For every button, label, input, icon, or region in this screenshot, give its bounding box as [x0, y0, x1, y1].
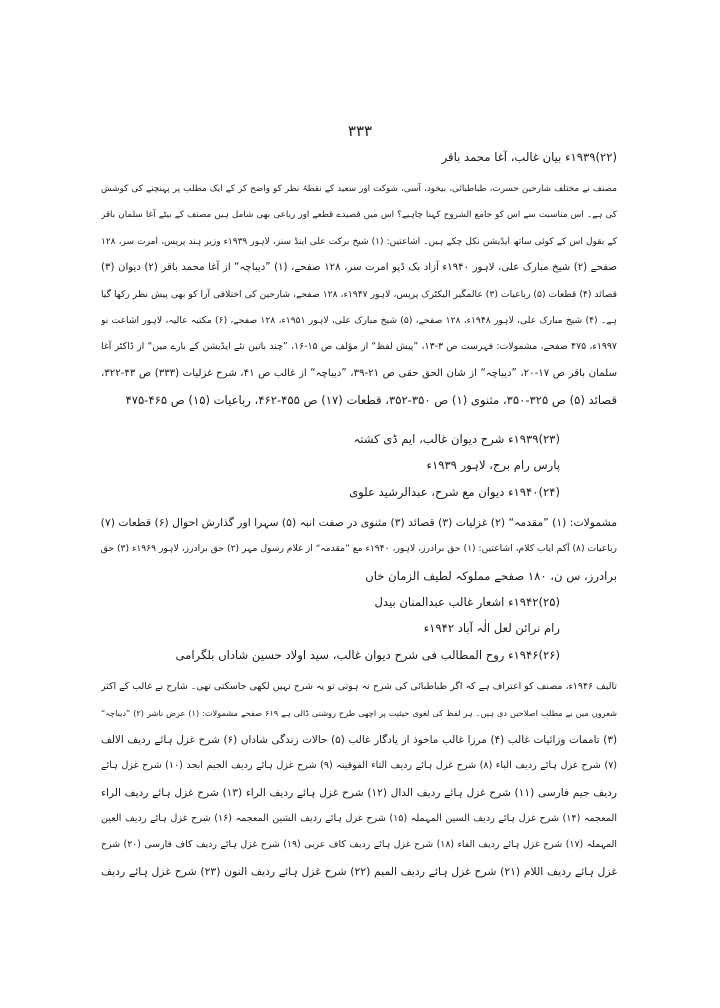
text-line: (۳) تاممات وزائیات غالب (۴) مرزا غالب ماخوذ از یادگار غالب (۵) حالات زندگی شاداں (۶) شرح غزل ہائے ردیف الالف — [101, 733, 617, 746]
text-line: کے بقول اس کے کوئی ساتھ ایڈیشن نکل چکے ہیں۔ اشاعتیں: (۱) شیخ برکت علی اینڈ سنز، لاہور ۱۹۳۹ء وزیر ہند پریس، امرت سر، ۱۲۸ — [101, 236, 617, 247]
text-line: سلمان باقر ص ۱۷-۲۰، ”دیباچہ“ از شان الحق حقی ص ۲۱-۳۹، ”دیباچہ“ از غالب ص ۴۱، شرح غزلیات (۳۳۳) ص ۴۳-۳۲۲، — [101, 367, 617, 379]
text-line: المعجمہ (۱۴) شرح غزل ہائے ردیف السین المہملہ (۱۵) شرح غزل ہائے ردیف الشین المعجمہ (۱۶) شرح غزل ہائے ردیف العین — [101, 812, 617, 824]
text-line: شعروں میں بے مطلب اصلاحیں دی ہیں۔ ہر لفظ کی لغوی حیثیت پر اچھی طرح روشنی ڈالی ہے ۶۱۹ صفحے مشمولات: (۱) عرض ناشر (۲) ”دیباچہ“ — [101, 708, 617, 719]
entry-heading: (۲۳)۱۹۳۹ء شرح دیوان غالب، ایم ڈی کشتہ — [353, 432, 560, 446]
entry-heading: (۲۵)۱۹۴۲ء اشعار غالب عبدالمنان بیدل — [374, 595, 560, 609]
publisher-line: رام نرائن لعل الٰہ آباد ۱۹۴۲ء — [423, 621, 560, 635]
text-line: مشمولات: (۱) ”مقدمہ“ (۲) غزلیات (۳) قصائد (۳) مثنوی در صفت انبہ (۵) سہرا اور گذارش احوال (۶) قطعات (۷) — [101, 516, 617, 529]
text-line: برادرز، س ن، ۱۸۰ صفحے مملوکہ لطیف الزمان خاں — [365, 568, 617, 583]
entry-body — [101, 510, 617, 589]
page-number: ۳۳۳ — [347, 122, 373, 140]
text-line: صفحے (۲) شیخ مبارک علی، لاہور ۱۹۴۰ء آزاد بک ڈپو امرت سر، ۱۲۸ صفحے، (۱) ”دیباچہ“ از آغا محمد باقر (۲) دیوان (۳) — [101, 262, 617, 274]
text-line: غزل ہائے ردیف اللام (۲۱) شرح غزل ہائے ردیف المیم (۲۲) شرح غزل ہائے ردیف النون (۲۳) شرح غزل ہائے ردیف — [101, 864, 617, 878]
entry-body — [101, 674, 617, 885]
text-line: مصنف نے مختلف شارحین حسرت، طباطبائی، بیخود، آسی، شوکت اور سعید کے نقطۂ نظر کو واضح کر کے ایک مطلب پر پہنچنے کی کوشش — [101, 184, 617, 194]
text-line: ہے۔ (۴) شیخ مبارک علی، لاہور ۱۹۴۸ء، ۱۲۸ صفحے، (۵) شیخ مبارک علی، لاہور ۱۹۵۱ء، ۱۲۸ صفحے، (۶) مکتبہ عالیہ، لاہور اشاعت نو — [101, 314, 617, 326]
entry-body — [101, 176, 617, 414]
entry-heading: (۲۶)۱۹۴۶ء روح المطالب فی شرح دیوان غالب، سید اولاد حسین شاداں بلگرامی — [175, 648, 560, 662]
text-line: (۷) شرح غزل ہائے ردیف الباء (۸) شرح غزل ہائے ردیف التاء الفوقیتہ (۹) شرح غزل ہائے ردیف الجیم ابجد (۱۰) شرح غزل ہائے — [101, 760, 617, 772]
text-line: قصائد (۵) ص ۳۲۵-۳۵۰، مثنوی (۱) ص ۳۵۰-۳۵۲، قطعات (۱۷) ص ۴۵۵-۴۶۲، رباعیات (۱۵) ص ۴۶۵-۴۷۵ — [125, 393, 617, 408]
publisher-line: پارس رام برج، لاہور ۱۹۳۹ء — [426, 458, 560, 472]
entry-heading: (۲۴)۱۹۴۰ء دیوان مع شرح، عبدالرشید علوی — [349, 485, 560, 499]
text-line: رباعیات (۸) آکم ایاب کلام، اشاعتیں: (۱) حق برادرز، لاہور، ۱۹۴۰ء مع ”مقدمہ“ از غلام رسول مہر (۲) حق برادرز، لاہور ۱۹۶۹ء (۳) حق — [101, 543, 617, 555]
text-line: المہملہ (۱۷) شرح غزل ہائے ردیف الفاء (۱۸) شرح غزل ہائے ردیف کاف عربی (۱۹) شرح غزل ہائے ردیف کاف فارسی (۲۰) شرح — [101, 839, 617, 851]
text-line: کی ہے۔ اس مناسبت سے اس کو جامع الشروح کہنا چاہیے؟ اس میں قصیدے قطعے اور رباعی بھی شامل ہیں مصنف کے بیٹے آغا سلمان باقر — [101, 210, 617, 221]
entry-heading: (۲۲)۱۹۳۹ء بیان غالب، آغا محمد باقر — [441, 150, 617, 164]
text-line: ۱۹۹۷ء، ۴۷۵ صفحے، مشمولات: فہرست ص ۳-۱۳، ”پیش لفظ“ از مؤلف ص ۱۵-۱۶، ”چند باتیں نئے ایڈیشن کے بارے میں“ از ڈاکٹر آغا — [101, 341, 617, 353]
text-line: ردیف جیم فارسی (۱۱) شرح غزل ہائے ردیف الدال (۱۲) شرح غزل ہائے ردیف الراء (۱۳) شرح غزل ہائے ردیف الراء — [101, 786, 617, 799]
text-line: تالیف ۱۹۴۶ء، مصنف کو اعتراف ہے کہ اگر طباطبائی کی شرح نہ ہوتی تو یہ شرح نہیں لکھی جاسکتی تھی۔ شارح نے غالب کے اکثر — [101, 681, 617, 692]
text-line: قصائد (۴) قطعات (۵) رباعیات (۳) عالمگیر الیکٹرک پریس، لاہور ۱۹۴۷ء، ۱۲۸ صفحے، شارحین کی اختلافی آرا کو بھی پیش نظر رکھا گیا — [101, 288, 617, 300]
